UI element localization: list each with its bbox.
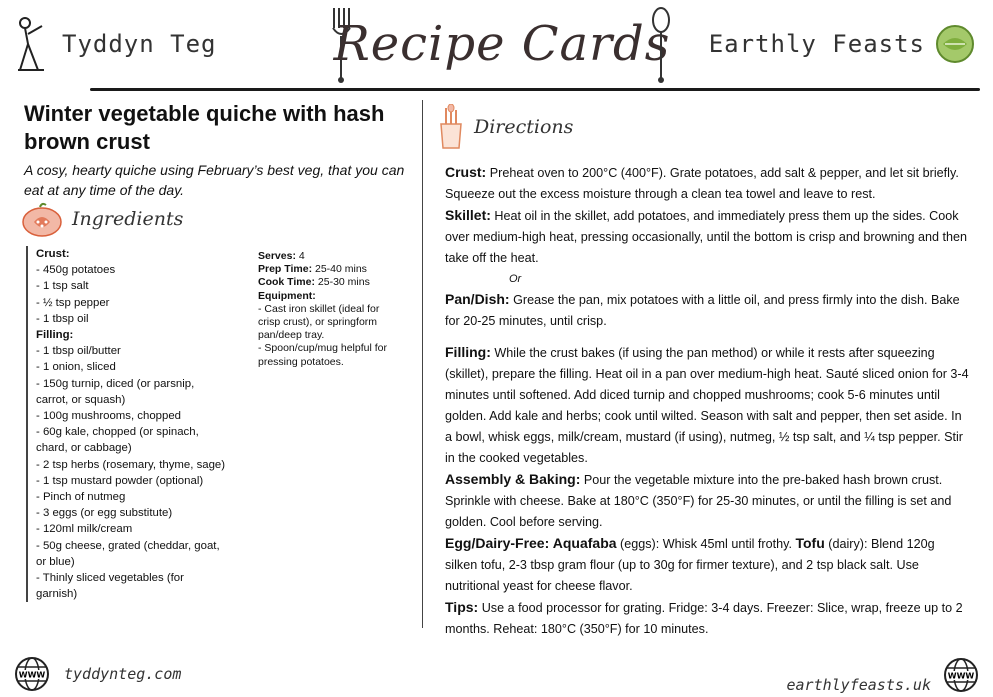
tomato-icon <box>20 200 64 238</box>
list-item: - 60g kale, chopped (or spinach, chard, or cabbage) <box>36 426 199 455</box>
page-title-block <box>330 4 674 84</box>
tyddyn-teg-link[interactable]: tyddynteg.com <box>64 665 182 683</box>
directions-text <box>445 162 970 640</box>
column-divider <box>422 100 423 628</box>
recipe-description: A cosy, hearty quiche using February’s best veg, that you can eat at any time of the day. <box>24 162 405 198</box>
equipment-item: - Spoon/cup/mug helpful for pressing potatoes. <box>258 342 387 368</box>
www-label: WWW <box>18 670 46 680</box>
list-item: - 1 onion, sliced <box>36 361 116 374</box>
list-item: - 1 tbsp oil/butter <box>36 345 121 358</box>
left-brand-name: Tyddyn Teg <box>62 30 217 58</box>
ingredients-heading <box>20 200 183 238</box>
list-item: - 1 tbsp oil <box>36 312 89 325</box>
directions-heading <box>436 104 573 150</box>
crust-section-label: Crust: <box>36 248 70 260</box>
header-divider <box>90 88 980 91</box>
cook-time-line <box>258 276 398 289</box>
prep-time-value: 25-40 mins <box>312 263 367 276</box>
serves-value: 4 <box>295 250 305 262</box>
list-item: - 1 tsp mustard powder (optional) <box>36 474 204 487</box>
right-brand-name: Earthly Feasts <box>708 30 925 58</box>
recipe-info <box>258 250 398 369</box>
footer-right <box>787 656 980 694</box>
egg-dairy-free-step: Egg/Dairy-Free: Aquafaba (eggs): Whisk 45ml until frothy. Tofu (dairy): Blend 120g silken tofu, 2-3 tbsp gram flour (up to 30g for firmer texture), and 2 tsp black salt. Use nutritional yeast for cheese flavor. <box>445 535 935 593</box>
filling-step: Filling: While the crust bakes (if using the pan method) or while it rests after squeezing (skillet), prepare the filling. Heat oil in a pan over medium-high heat. Sauté sliced onion for 3-4 minutes until softened. Add diced turnip and chopped mushrooms; cook 5-6 minutes until golden. Add kale and herbs; cook until wilted. Season with salt and pepper, then set aside. In a bowl, whisk eggs, milk/cream, mustard (if using), nutmeg, ½ tsp salt, and ¼ tsp pepper. Stir in the cooked vegetables. <box>445 344 969 465</box>
or-separator: Or <box>509 273 522 285</box>
list-item: - 1 tsp salt <box>36 280 89 293</box>
prep-time-label: Prep Time: <box>258 263 313 276</box>
recipe-title: Winter vegetable quiche with hash brown crust <box>24 101 385 154</box>
list-item: - 2 tsp herbs (rosemary, thyme, sage) <box>36 458 226 471</box>
prep-time-line <box>258 263 398 276</box>
serves-line <box>258 250 398 263</box>
ingredients-heading-label: Ingredients <box>72 208 184 230</box>
earthly-feasts-link[interactable]: earthlyfeasts.uk <box>786 676 931 694</box>
equipment-item: - Cast iron skillet (ideal for crisp crust), or springform pan/deep tray. <box>258 302 380 342</box>
list-item: - Thinly sliced vegetables (for garnish) <box>36 572 184 601</box>
cook-time-label: Cook Time: <box>258 276 315 289</box>
kale-logo-icon <box>935 24 975 64</box>
list-item: - 100g mushrooms, chopped <box>36 410 181 423</box>
list-item: - 3 eggs (or egg substitute) <box>36 507 173 520</box>
list-item: - ½ tsp pepper <box>36 296 110 309</box>
serves-label: Serves: <box>258 250 296 262</box>
tyddyn-teg-brand <box>14 14 217 74</box>
list-item: - 450g potatoes <box>36 264 116 277</box>
spacer <box>445 332 970 342</box>
skillet-step: Skillet: Heat oil in the skillet, add potatoes, and immediately press them up the sides. Cook over medium-high heat, pressing occasionally, until the bottom is crisp and browning and then take off the heat. <box>445 207 967 265</box>
crust-step: Crust: Preheat oven to 200°C (400°F). Grate potatoes, add salt & pepper, and let sit briefly. Squeeze out the excess moisture through a clean tea towel and leave to rest. <box>445 164 959 201</box>
filling-section-label: Filling: <box>36 329 74 342</box>
globe-www-icon[interactable] <box>943 657 979 693</box>
www-label: WWW <box>947 671 975 681</box>
globe-www-icon[interactable] <box>14 656 50 692</box>
page-title: Recipe Cards <box>333 16 671 72</box>
utensil-jar-icon <box>436 104 466 150</box>
equipment-label: Equipment: <box>258 289 316 302</box>
directions-heading-label: Directions <box>474 116 574 138</box>
spoon-icon <box>650 6 672 84</box>
ingredient-list <box>26 246 226 602</box>
list-item: - Pinch of nutmeg <box>36 491 126 504</box>
pan-dish-step: Pan/Dish: Grease the pan, mix potatoes with a little oil, and press firmly into the dish. Bake for 20-25 minutes, until crisp. <box>445 291 960 328</box>
assembly-step: Assembly & Baking: Pour the vegetable mixture into the pre-baked hash brown crust. Sprinkle with cheese. Bake at 180°C (350°F) for 25-30 minutes, or until the filling is set and golden. Cool before serving. <box>445 471 952 529</box>
earthly-feasts-brand <box>709 24 975 64</box>
footer-left <box>14 656 181 692</box>
list-item: - 50g cheese, grated (cheddar, goat, or blue) <box>36 539 220 568</box>
tyddyn-teg-logo-icon <box>14 14 48 74</box>
list-item: - 150g turnip, diced (or parsnip, carrot, or squash) <box>36 377 195 406</box>
list-item: - 120ml milk/cream <box>36 523 133 536</box>
cook-time-value: 25-30 mins <box>314 276 370 289</box>
tips-step: Tips: Use a food processor for grating. Fridge: 3-4 days. Freezer: Slice, wrap, freeze up to 2 months. Reheat: 180°C (350°F) for 10 minutes. <box>445 599 963 636</box>
